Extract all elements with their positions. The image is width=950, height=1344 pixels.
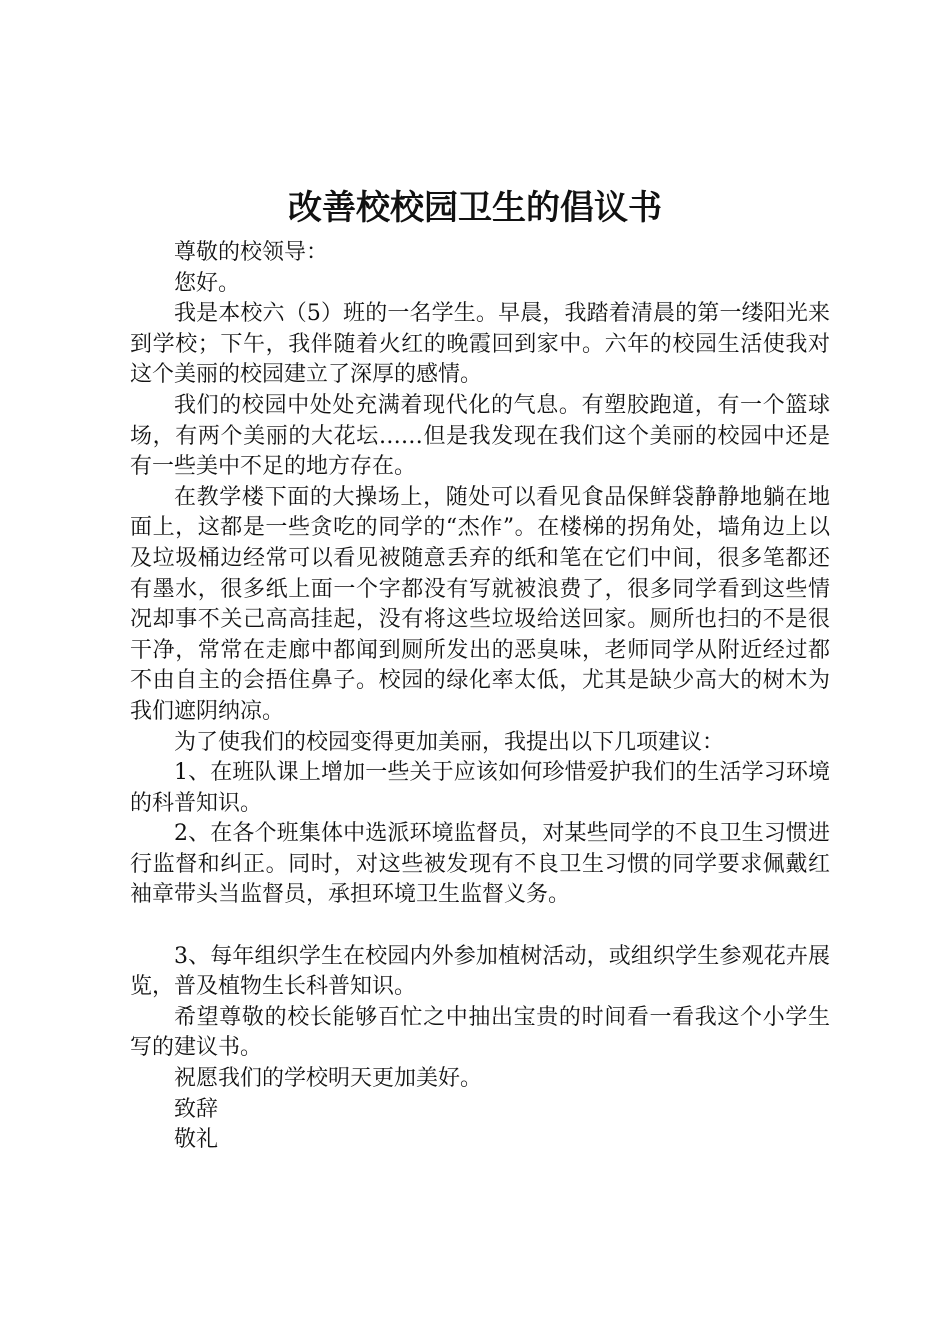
suggestion-1: 1、在班队课上增加一些关于应该如何珍惜爱护我们的生活学习环境的科普知识。 (130, 760, 830, 816)
greeting: 您好。 (174, 270, 241, 296)
suggestion-2: 2、在各个班集体中选派环境监督员，对某些同学的不良卫生习惯进行监督和纠正。同时，对这些被发现有不良卫生习惯的同学要求佩戴红袖章带头当监督员，承担环境卫生监督义务。 (130, 821, 830, 908)
document-body (130, 238, 830, 1156)
closing-paragraph: 希望尊敬的校长能够百忙之中抽出宝贵的时间看一看我这个小学生写的建议书。 (130, 1004, 830, 1061)
sign-off-1: 致辞 (174, 1096, 219, 1122)
sign-off-2: 敬礼 (174, 1127, 219, 1153)
salutation: 尊敬的校领导： (174, 240, 329, 265)
blank-line (130, 911, 830, 942)
paragraph-problems: 在教学楼下面的大操场上，随处可以看见食品保鲜袋静静地躺在地面上，这都是一些贪吃的同学的“杰作”。在楼梯的拐角处，墙角边上以及垃圾桶边经常可以看见被随意丢弃的纸和笔在它们中间，很多笔都还有墨水，很多纸上面一个字都没有写就被浪费了，很多同学看到这些情况却事不关己高高挂起，没有将这些垃圾给送回家。厕所也扫的不是很干净，常常在走廊中都闻到厕所发出的恶臭味，老师同学从附近经过都不由自主的会捂住鼻子。校园的绿化率太低，尤其是缺少高大的树木为我们遮阴纳凉。 (130, 484, 830, 724)
paragraph-campus: 我们的校园中处处充满着现代化的气息。有塑胶跑道，有一个篮球场，有两个美丽的大花坛……但是我发现在我们这个美丽的校园中还是有一些美中不足的地方存在。 (130, 392, 830, 480)
paragraph-intro: 我是本校六（5）班的一名学生。早晨，我踏着清晨的第一缕阳光来到学校；下午，我伴随着火红的晚霞回到家中。六年的校园生活使我对这个美丽的校园建立了深厚的感情。 (130, 301, 830, 388)
paragraph-proposal-intro: 为了使我们的校园变得更加美丽，我提出以下几项建议： (174, 729, 725, 755)
suggestion-3: 3、每年组织学生在校园内外参加植树活动，或组织学生参观花卉展览，普及植物生长科普知识。 (130, 943, 830, 1000)
document-title: 改善校校园卫生的倡议书 (288, 188, 662, 228)
wish-line: 祝愿我们的学校明天更加美好。 (174, 1066, 483, 1092)
